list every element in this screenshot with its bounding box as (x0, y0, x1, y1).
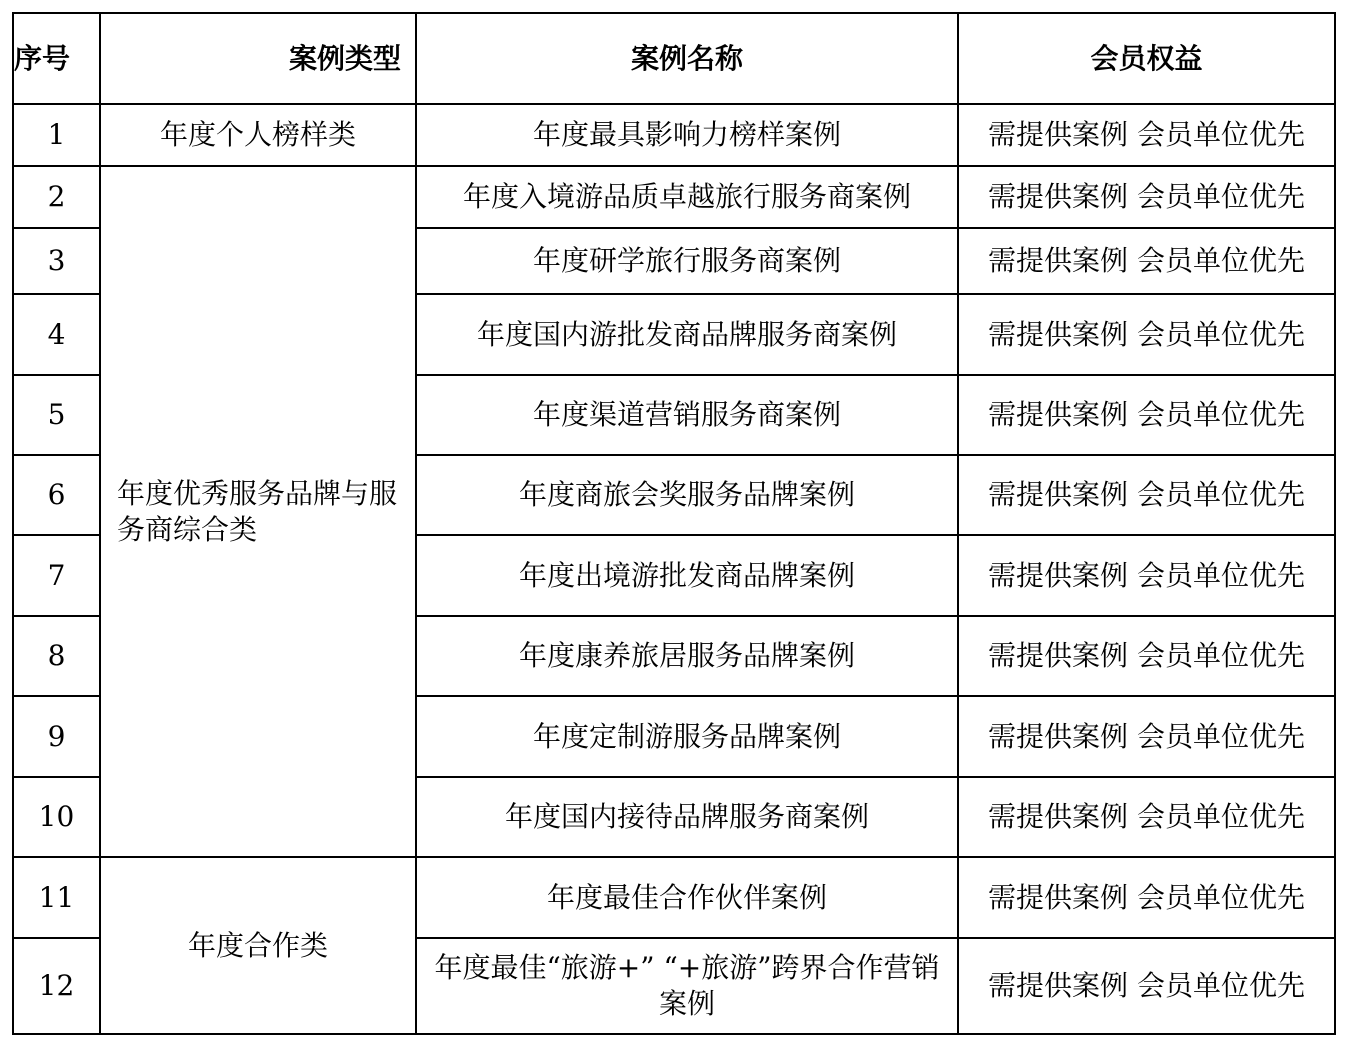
case-table (12, 12, 1336, 1035)
row-seq: 11 (13, 857, 100, 938)
header-name: 案例名称 (416, 13, 958, 104)
case-name: 年度定制游服务品牌案例 (416, 696, 958, 777)
case-name: 年度渠道营销服务商案例 (416, 375, 958, 455)
member-rights: 需提供案例 会员单位优先 (958, 616, 1335, 696)
case-name (416, 938, 958, 1034)
header-type: 案例类型 (100, 13, 416, 104)
row-seq: 2 (13, 166, 100, 228)
member-rights: 需提供案例 会员单位优先 (958, 696, 1335, 777)
member-rights: 需提供案例 会员单位优先 (958, 104, 1335, 166)
row-seq: 1 (13, 104, 100, 166)
member-rights: 需提供案例 会员单位优先 (958, 375, 1335, 455)
row-seq: 6 (13, 455, 100, 535)
table-row (13, 857, 1335, 938)
member-rights: 需提供案例 会员单位优先 (958, 857, 1335, 938)
case-name: 年度最佳合作伙伴案例 (416, 857, 958, 938)
member-rights: 需提供案例 会员单位优先 (958, 535, 1335, 616)
header-row (13, 13, 1335, 104)
member-rights: 需提供案例 会员单位优先 (958, 455, 1335, 535)
case-name: 年度最具影响力榜样案例 (416, 104, 958, 166)
header-seq: 序号 (13, 13, 100, 104)
row-seq: 5 (13, 375, 100, 455)
case-name: 年度康养旅居服务品牌案例 (416, 616, 958, 696)
case-name: 年度国内接待品牌服务商案例 (416, 777, 958, 857)
table-row (13, 104, 1335, 166)
case-name: 年度研学旅行服务商案例 (416, 228, 958, 294)
row-seq: 3 (13, 228, 100, 294)
row-seq: 8 (13, 616, 100, 696)
row-seq: 9 (13, 696, 100, 777)
row-seq: 4 (13, 294, 100, 375)
case-name: 年度出境游批发商品牌案例 (416, 535, 958, 616)
case-name-text: 年度最佳“旅游+” “+旅游”跨界合作营销案例 (434, 951, 940, 1020)
case-name: 年度国内游批发商品牌服务商案例 (416, 294, 958, 375)
member-rights: 需提供案例 会员单位优先 (958, 228, 1335, 294)
member-rights: 需提供案例 会员单位优先 (958, 294, 1335, 375)
header-rights: 会员权益 (958, 13, 1335, 104)
member-rights: 需提供案例 会员单位优先 (958, 777, 1335, 857)
row-seq: 7 (13, 535, 100, 616)
category-cell (100, 166, 416, 857)
category-cell: 年度合作类 (100, 857, 416, 1034)
table-row (13, 166, 1335, 228)
member-rights: 需提供案例 会员单位优先 (958, 938, 1335, 1034)
case-name: 年度商旅会奖服务品牌案例 (416, 455, 958, 535)
case-name: 年度入境游品质卓越旅行服务商案例 (416, 166, 958, 228)
row-seq: 12 (13, 938, 100, 1034)
category-cell: 年度个人榜样类 (100, 104, 416, 166)
category-label: 年度优秀服务品牌与服务商综合类 (117, 476, 398, 546)
row-seq: 10 (13, 777, 100, 857)
member-rights: 需提供案例 会员单位优先 (958, 166, 1335, 228)
